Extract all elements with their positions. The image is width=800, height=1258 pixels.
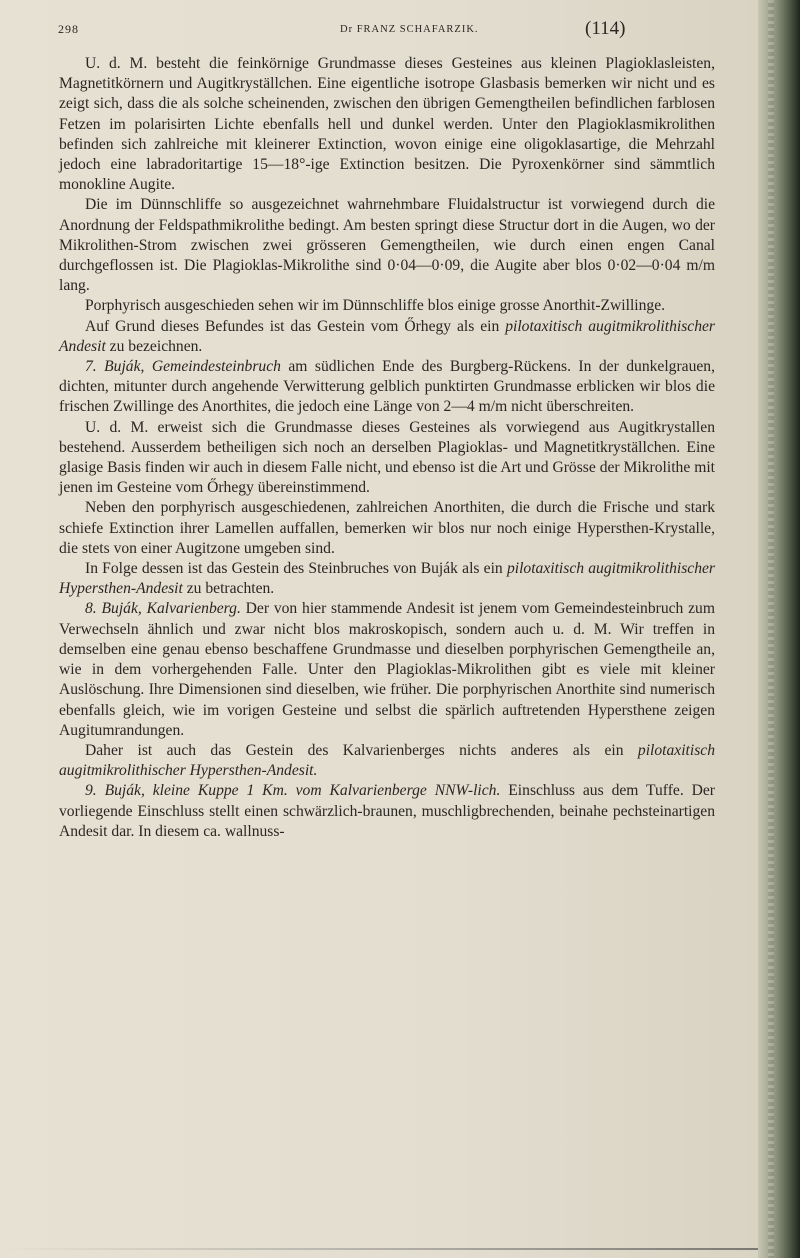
page-header (0, 16, 758, 46)
paragraph (59, 559, 715, 599)
running-title: Dr FRANZ SCHAFARZIK. (340, 24, 479, 35)
italic-text: pilotaxitisch augitmikrolithischer Hypersthen-Andesit. (59, 741, 715, 780)
section-number: (114) (585, 18, 626, 39)
paragraph (59, 498, 715, 559)
text-run: U. d. M. besteht die feinkörnige Grundmasse dieses Gesteines aus kleinen Plagioklasleisten, Magnetitkörnern und Augitkryställchen. Eine eigentliche isotrope Glasbasis bemerken wir nicht und es zeigt sich, dass die als solche scheinenden, zwischen den übrigen Gemengtheilen befindlichen farblosen Fetzen im polarisirten Lichte ebenfalls hell und dunkel werden. Unter den Plagioklasmikrolithen befinden sich zahlreiche mit kleinerer Extinction, wovon einige eine oligoklasartige, die Mehrzahl jedoch eine labradoritartige 15—18°-ige Extinction besitzen. Die Pyroxenkörner sind sämmtlich monokline Augite. (59, 55, 715, 194)
paragraph (59, 54, 715, 195)
text-run: Einschluss aus dem Tuffe. Der vorliegende Einschluss stellt einen schwärzlich-braunen, muschligbrechenden, beinahe pechsteinartigen Andesit dar. In diesem ca. wallnuss- (59, 782, 715, 840)
paragraph (59, 781, 715, 842)
paragraph (59, 741, 715, 781)
text-run: Daher ist auch das Gestein des Kalvarienberges nichts anderes als ein (85, 741, 638, 759)
text-run: Neben den porphyrisch ausgeschiedenen, zahlreichen Anorthiten, die durch die Frische und stark schiefe Extinction ihrer Lamellen auffallen, bemerken wir blos nur noch einige Hypersthen-Krystalle, die stets von einer Augitzone umgeben sind. (59, 499, 715, 557)
italic-text: pilotaxitisch augitmikrolithischer Hypersthen-Andesit (59, 560, 715, 598)
paragraph (59, 195, 715, 296)
paragraph (59, 418, 715, 499)
text-run: zu betrachten. (182, 580, 275, 598)
italic-text: 9. Buják, kleine Kuppe 1 Km. vom Kalvarienberge NNW-lich. (85, 782, 501, 800)
book-edge (758, 0, 800, 1258)
text-run: Der von hier stammende Andesit ist jenem vom Gemeindesteinbruch zum Verwechseln ähnlich und zwar nicht blos makroskopisch, sondern auch u. d. M. Wir treffen in demselben eine genau ebenso beschaffene Grundmasse und dieselben porphyrischen Gemengtheile an, wie in dem vorhergehenden Falle. Unter den Plagioklas-Mikrolithen gibt es viele mit kleiner Auslöschung. Ihre Dimensionen sind dieselben, wie früher. Die porphyrischen Anorthite sind numerisch ebenfalls gleich, wie im vorigen Gesteine und selbst die spärlich auftretenden Hypersthene zeigen Augitumrandungen. (59, 600, 715, 739)
text-run: U. d. M. erweist sich die Grundmasse dieses Gesteines als vorwiegend aus Augitkrystallen bestehend. Ausserdem betheiligen sich noch an derselben Plagioklas- und Magnetitkryställchen. Eine glasige Basis finden wir auch in diesem Falle nicht, und ebenso ist die Art und Grösse der Mikrolithe mit jenen im Gesteine vom Őrhegy übereinstimmend. (59, 418, 715, 497)
text-run: Porphyrisch ausgeschieden sehen wir im Dünnschliffe blos einige grosse Anorthit-Zwillinge. (85, 297, 666, 315)
text-run: Auf Grund dieses Befundes ist das Gestein vom Őrhegy als ein (85, 317, 506, 335)
text-run: In Folge dessen ist das Gestein des Steinbruches von Buják als ein (85, 560, 507, 578)
italic-text: 8. Buják, Kalvarienberg. (85, 600, 241, 618)
text-run: am südlichen Ende des Burgberg-Rückens. In der dunkelgrauen, dichten, mitunter durch angehende Verwitterung gelblich punktirten Grundmasse erblicken wir blos die frischen Zwillinge des Anorthites, die jedoch eine Länge von 2—4 m/m nicht überschreiten. (59, 358, 715, 416)
page-number: 298 (58, 22, 79, 36)
text-run: zu bezeichnen. (105, 337, 203, 355)
paragraph (59, 296, 715, 316)
italic-text: pilotaxitisch augitmikrolithischer Andesit (59, 317, 715, 355)
bottom-edge-shadow (0, 1248, 758, 1250)
body-text (59, 54, 715, 842)
text-run: Die im Dünnschliffe so ausgezeichnet wahrnehmbare Fluidalstructur ist vorwiegend durch die Anordnung der Feldspathmikrolithe bedingt. Am besten springt diese Structur dort in die Augen, wo der Mikrolithen-Strom zwischen zwei grösseren Gemengtheilen, wie durch einen engen Canal durchgeflossen ist. Die Plagioklas-Mikrolithe sind 0·04—0·09, die Augite aber blos 0·02—0·04 m/m lang. (59, 196, 715, 295)
paragraph (59, 599, 715, 740)
italic-text: 7. Buják, Gemeindesteinbruch (85, 358, 281, 376)
paragraph (59, 357, 715, 418)
paragraph (59, 317, 715, 357)
